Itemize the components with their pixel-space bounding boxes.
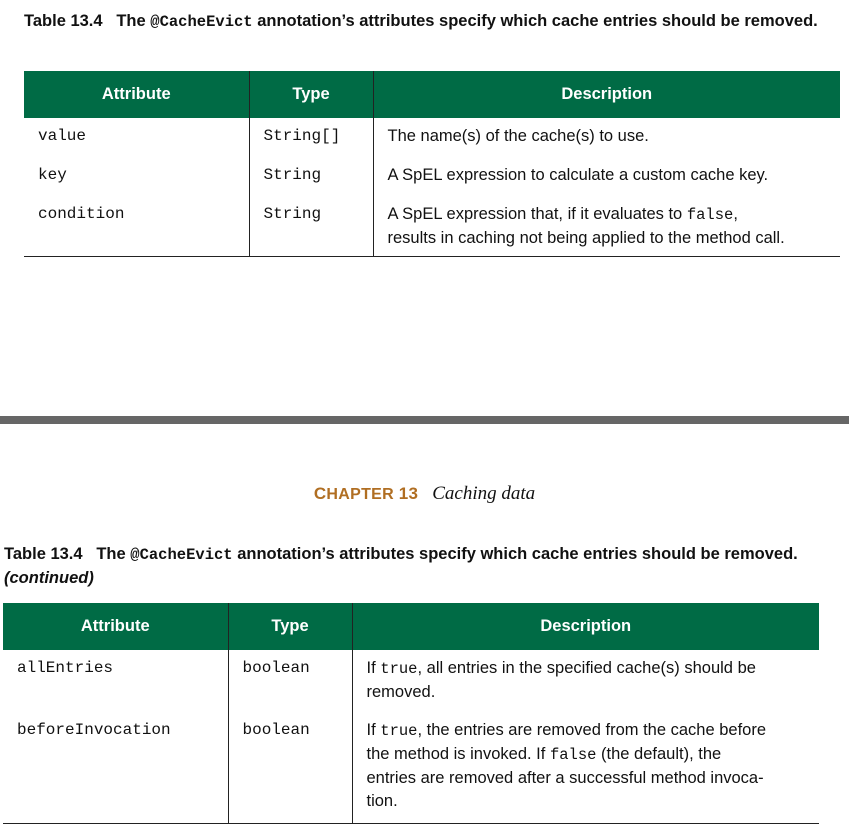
table2-caption-the: The [96,545,126,563]
table1-caption-the: The [116,12,146,30]
description-text: A SpEL expression to calculate a custom cache key. [387,166,769,184]
table2-header-row [3,603,819,650]
table1-header-description: Description [373,71,840,118]
type-cell: String [249,203,373,257]
table1-caption-prefix: Table 13.4 [24,12,103,30]
type-cell: boolean [228,719,352,824]
description-text: The name(s) of the cache(s) to use. [387,127,649,145]
table-row [24,164,840,203]
type-cell: String [249,164,373,203]
page-divider [0,416,849,424]
description-cell [373,203,840,257]
inline-code: false [686,206,734,224]
table1-header-attribute: Attribute [24,71,249,118]
description-text: If [366,721,381,739]
description-text: entries are removed after a successful method invoca- [366,769,764,787]
chapter-number: 13 [398,484,419,503]
description-text: , [733,205,738,223]
description-cell [352,719,819,824]
description-text: the method is invoked. If [366,745,550,763]
description-text: , the entries are removed from the cache before [417,721,766,739]
table-row [24,203,840,257]
type-cell: String[] [249,118,373,164]
description-cell [373,164,840,203]
table2-header-attribute: Attribute [3,603,228,650]
table2-caption-prefix: Table 13.4 [4,545,83,563]
table2-header-description: Description [352,603,819,650]
description-text: (the default), the [596,745,722,763]
table2 [3,603,819,824]
inline-code: false [549,746,597,764]
table2-caption-continued: (continued) [4,569,94,587]
chapter-label [314,486,418,503]
description-text: If [366,659,381,677]
chapter-label-rest: HAPTER [326,486,394,503]
description-text: A SpEL expression that, if it evaluates to [387,205,687,223]
table1-caption [24,10,824,34]
attribute-cell: value [38,127,87,145]
attribute-cell: condition [24,203,249,257]
description-cell [373,118,840,164]
attribute-cell: beforeInvocation [3,719,228,824]
attribute-cell: allEntries [17,659,114,677]
description-text: results in caching not being applied to the method call. [387,229,785,247]
table1 [24,71,840,257]
description-cell [352,650,819,719]
chapter-label-initial: C [313,484,327,503]
table-row [24,118,840,164]
table1-caption-text: annotation’s attributes specify which cache entries should be removed. [257,12,818,30]
inline-code: true [380,722,418,740]
table-row [3,650,819,719]
table1-header-type: Type [249,71,373,118]
table2-header-type: Type [228,603,352,650]
running-head [0,483,849,505]
table1-header-row [24,71,840,118]
table-row [3,719,819,824]
attribute-cell: key [38,166,67,184]
description-text: tion. [366,792,398,810]
inline-code: true [380,660,418,678]
table2-caption-text: annotation’s attributes specify which cache entries should be removed. [237,545,798,563]
table2-caption [4,543,814,590]
description-text: , all entries in the specified cache(s) should be [417,659,756,677]
table2-caption-code: @CacheEvict [130,546,233,564]
chapter-title: Caching data [432,483,536,504]
table1-caption-code: @CacheEvict [150,13,253,31]
description-text: removed. [366,683,436,701]
type-cell: boolean [228,650,352,719]
